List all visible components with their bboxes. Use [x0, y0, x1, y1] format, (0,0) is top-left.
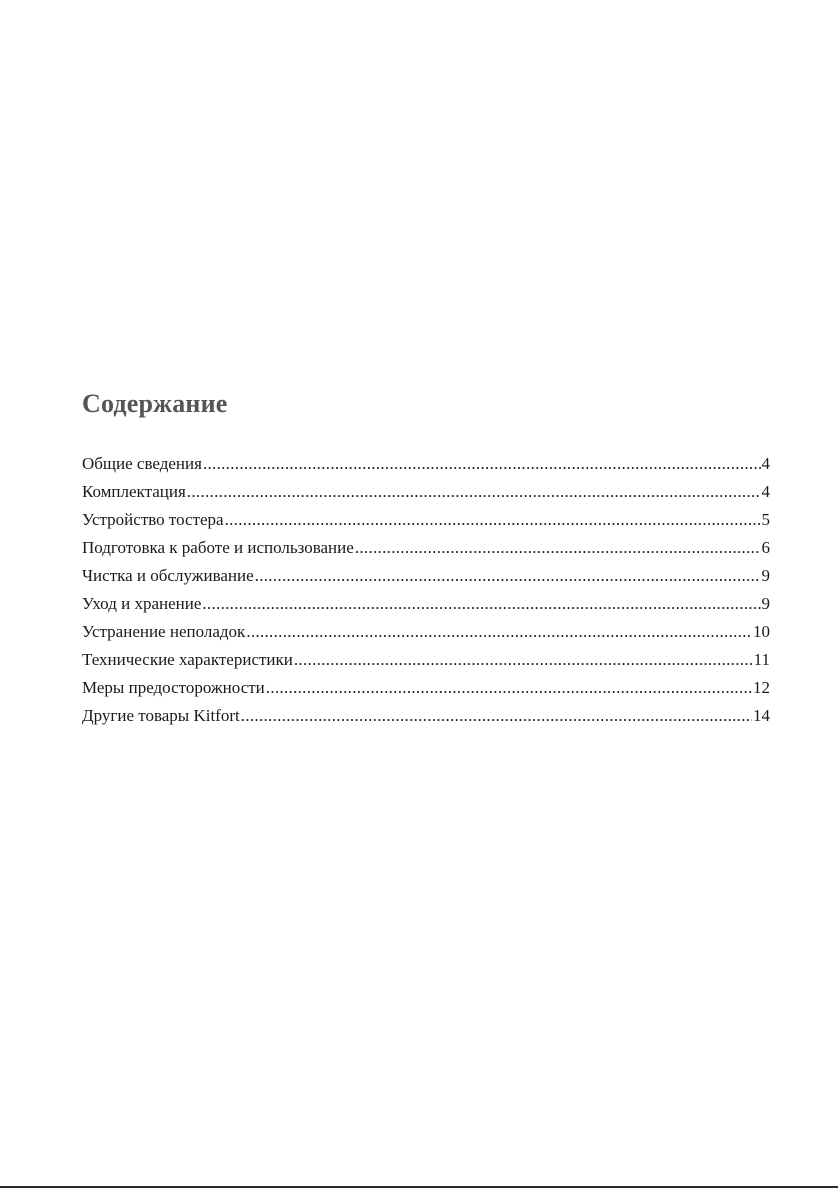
toc-entry-label: Устройство тостера: [82, 510, 224, 529]
toc-entry-cleaning-and-maintenance: [82, 562, 770, 590]
toc-entry-page-number: 14: [753, 706, 770, 725]
toc-entry-page-number: 11: [753, 650, 770, 669]
toc-title: Содержание: [82, 389, 228, 418]
toc-dot-leader: [255, 562, 761, 590]
toc-entry-page-number: 6: [761, 538, 770, 557]
toc-dot-leader: [241, 702, 752, 730]
toc-dot-leader: [266, 674, 752, 702]
toc-dot-leader: [225, 506, 761, 534]
toc-entry-general-info: [82, 450, 770, 478]
toc-dot-leader: [246, 618, 752, 646]
toc-entry-page-number: 10: [753, 622, 770, 641]
toc-entry-label: Другие товары Kitfort: [82, 706, 240, 725]
toc-entry-label: Технические характеристики: [82, 650, 293, 669]
toc-entry-page-number: 9: [761, 594, 770, 613]
toc-dot-leader: [203, 450, 761, 478]
toc-list: [82, 450, 770, 730]
toc-entry-page-number: 12: [753, 678, 770, 697]
toc-entry-toaster-design: [82, 506, 770, 534]
toc-entry-page-number: 9: [761, 566, 770, 585]
toc-entry-label: Меры предосторожности: [82, 678, 265, 697]
toc-entry-label: Общие сведения: [82, 454, 202, 473]
toc-entry-care-and-storage: [82, 590, 770, 618]
toc-entry-label: Подготовка к работе и использование: [82, 538, 354, 557]
toc-entry-troubleshooting: [82, 618, 770, 646]
toc-dot-leader: [187, 478, 761, 506]
page-bottom-rule: [0, 1186, 838, 1188]
toc-dot-leader: [202, 590, 760, 618]
toc-dot-leader: [294, 646, 753, 674]
toc-entry-label: Комплектация: [82, 482, 186, 501]
toc-entry-page-number: 5: [761, 510, 770, 529]
toc-entry-label: Чистка и обслуживание: [82, 566, 254, 585]
toc-entry-preparation-and-use: [82, 534, 770, 562]
toc-entry-other-products: [82, 702, 770, 730]
toc-entry-label: Уход и хранение: [82, 594, 202, 613]
toc-entry-specifications: [82, 646, 770, 674]
toc-entry-page-number: 4: [761, 482, 770, 501]
toc-entry-safety-precautions: [82, 674, 770, 702]
toc-dot-leader: [355, 534, 761, 562]
toc-entry-page-number: 4: [761, 454, 770, 473]
toc-entry-label: Устранение неполадок: [82, 622, 246, 641]
toc-entry-package-contents: [82, 478, 770, 506]
